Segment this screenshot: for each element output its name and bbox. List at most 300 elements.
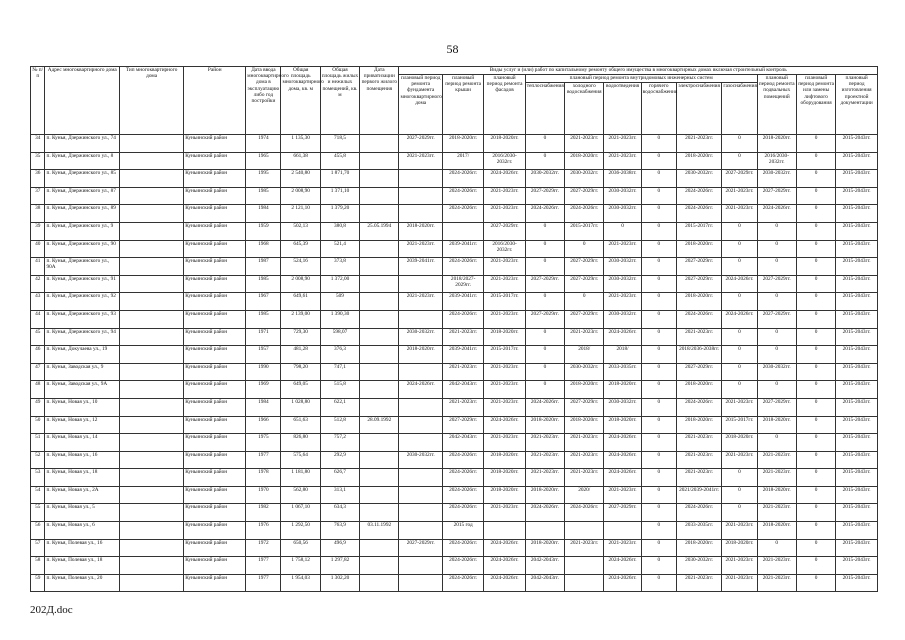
cell-al: 622,1 <box>320 398 359 416</box>
cell-cw: 2015-2017гг. <box>565 222 604 240</box>
cell-year: 1987 <box>246 258 281 276</box>
cell-year: 1985 <box>246 275 281 293</box>
cell-dist: Куньинский район <box>184 135 246 153</box>
col-docs: плановый период изготовления проектной документации <box>836 75 878 135</box>
cell-el: 2021/2039-2041гг. <box>676 486 722 504</box>
cell-fa: 2021-2023гг. <box>484 434 525 452</box>
col-elevator: плановый период ремонта или замены лифтового оборудования <box>796 75 835 135</box>
cell-n: 49 <box>31 398 45 416</box>
cell-addr: п. Кунья, Заводская ул., 9 <box>45 363 120 381</box>
cell-year: 1976 <box>246 522 281 540</box>
cell-dc: 2015-2043гг. <box>836 135 878 153</box>
cell-dist: Куньинский район <box>184 187 246 205</box>
cell-at: 2 540,80 <box>281 170 320 188</box>
cell-al: 512,8 <box>320 416 359 434</box>
cell-dist: Куньинский район <box>184 557 246 575</box>
cell-al: 1 371,10 <box>320 187 359 205</box>
cell-gs: 2021-2023гг. <box>722 205 757 223</box>
cell-fa: 2018-2020гг. <box>484 486 525 504</box>
cell-hw: 0 <box>641 187 676 205</box>
cell-dc: 2015-2043гг. <box>836 539 878 557</box>
cell-at: 2 121,10 <box>281 205 320 223</box>
col-group-systems: плановый период ремонта внутридомовых инженерных систем <box>525 75 757 83</box>
cell-at: 481,28 <box>281 346 320 364</box>
cell-addr: п. Кунья, Новая ул., 14 <box>45 434 120 452</box>
cell-fa: 2018-2020гг. <box>484 451 525 469</box>
cell-gs: 2024-2026гг. <box>722 310 757 328</box>
cell-lf: 0 <box>796 504 835 522</box>
cell-h: 2021-2023гг. <box>525 451 564 469</box>
cell-dist: Куньинский район <box>184 205 246 223</box>
cell-f <box>399 398 442 416</box>
cell-f <box>399 416 442 434</box>
cell-year: 1984 <box>246 398 281 416</box>
cell-sw: 2024-2026гг. <box>604 451 641 469</box>
col-facade: плановый период ремонта фасадов <box>484 75 525 135</box>
cell-hw: 0 <box>641 522 676 540</box>
cell-bs: 2021-2023гг. <box>757 557 796 575</box>
cell-sw: 2036-2038гг. <box>604 170 641 188</box>
cell-year: 1965 <box>246 152 281 170</box>
cell-al: 634,3 <box>320 504 359 522</box>
cell-r: 2018/2027-2029гг. <box>442 275 483 293</box>
cell-f <box>399 275 442 293</box>
cell-f <box>399 205 442 223</box>
cell-n: 48 <box>31 381 45 399</box>
cell-al: 718,5 <box>320 135 359 153</box>
cell-r: 2021-2023гг. <box>442 363 483 381</box>
cell-el: 2018-2020гг. <box>676 539 722 557</box>
col-foundation: плановый период ремонта фундамента многоквартирного дома <box>399 75 442 135</box>
cell-lf: 0 <box>796 135 835 153</box>
cell-year: 1971 <box>246 328 281 346</box>
cell-pd <box>360 434 399 452</box>
cell-r: 2024-2026гг. <box>442 539 483 557</box>
cell-dc: 2015-2043гг. <box>836 293 878 311</box>
cell-sw: 2030-2032гг. <box>604 275 641 293</box>
cell-at: 1 135,30 <box>281 135 320 153</box>
cell-hw: 0 <box>641 557 676 575</box>
cell-r: 2017/ <box>442 152 483 170</box>
cell-type <box>120 381 184 399</box>
cell-addr: п. Кунья, Дзержинского ул., 94 <box>45 328 120 346</box>
cell-year: 1977 <box>246 451 281 469</box>
col-num: № п/п <box>31 67 45 135</box>
cell-al: 1 297,82 <box>320 557 359 575</box>
cell-al: 763,9 <box>320 522 359 540</box>
cell-al: 292,9 <box>320 451 359 469</box>
cell-dist: Куньинский район <box>184 416 246 434</box>
cell-at: 649,05 <box>281 381 320 399</box>
cell-dc: 2015-2043гг. <box>836 486 878 504</box>
table-row <box>31 205 878 223</box>
cell-fa <box>484 522 525 540</box>
cell-fa: 2021-2023гг. <box>484 258 525 276</box>
cell-el: 2030-2032гг. <box>676 170 722 188</box>
cell-r: 2021-2023гг. <box>442 328 483 346</box>
cell-cw: 0 <box>565 240 604 258</box>
cell-f: 2027-2029гг. <box>399 135 442 153</box>
cell-n: 59 <box>31 574 45 592</box>
cell-at: 1 758,12 <box>281 557 320 575</box>
cell-at: 2 008,90 <box>281 187 320 205</box>
cell-n: 56 <box>31 522 45 540</box>
cell-fa: 2024-2026гг. <box>484 557 525 575</box>
cell-pd <box>360 187 399 205</box>
cell-r: 2039-2041гг. <box>442 346 483 364</box>
cell-lf: 0 <box>796 381 835 399</box>
cell-r: 2024-2026гг. <box>442 451 483 469</box>
col-electric: электроснабжения <box>676 83 722 135</box>
cell-h: 2018-2020гг. <box>525 539 564 557</box>
cell-el: 2018-2020гг. <box>676 381 722 399</box>
cell-lf: 0 <box>796 522 835 540</box>
cell-at: 798,20 <box>281 363 320 381</box>
cell-el: 2027-2029гг. <box>676 258 722 276</box>
cell-r: 2024-2026гг. <box>442 504 483 522</box>
cell-cw: 2021-2023гг. <box>565 469 604 487</box>
cell-h: 0 <box>525 240 564 258</box>
col-gas: газоснабжения <box>722 83 757 135</box>
cell-type <box>120 240 184 258</box>
cell-addr: п. Кунья, Дзержинского ул., 89 <box>45 205 120 223</box>
table-row <box>31 152 878 170</box>
cell-lf: 0 <box>796 346 835 364</box>
cell-type <box>120 398 184 416</box>
table-row <box>31 469 878 487</box>
cell-cw: 2018-2020гг. <box>565 152 604 170</box>
cell-type <box>120 504 184 522</box>
cell-f: 2039-2041гг. <box>399 258 442 276</box>
cell-lf: 0 <box>796 416 835 434</box>
cell-h: 0 <box>525 346 564 364</box>
cell-el: 2021-2023гг. <box>676 135 722 153</box>
cell-gs: 0 <box>722 381 757 399</box>
table-row <box>31 398 878 416</box>
cell-cw: 2018-2020гг. <box>565 381 604 399</box>
cell-type <box>120 469 184 487</box>
col-area-living: Общая площадь жилых и нежилых помещений, кв. м <box>320 67 359 135</box>
cell-fa: 2021-2023гг. <box>484 310 525 328</box>
cell-hw: 0 <box>641 346 676 364</box>
cell-bs: 2030-2032гг. <box>757 170 796 188</box>
cell-addr: п. Кунья, Дзержинского ул., 90 <box>45 240 120 258</box>
cell-dist: Куньинский район <box>184 328 246 346</box>
cell-sw: 2021-2023гг. <box>604 152 641 170</box>
cell-gs: 2018-2020гг. <box>722 539 757 557</box>
cell-pd <box>360 363 399 381</box>
cell-n: 36 <box>31 170 45 188</box>
cell-dc: 2015-2043гг. <box>836 557 878 575</box>
cell-el: 2024-2026гг. <box>676 205 722 223</box>
cell-f: 2021-2023гг. <box>399 152 442 170</box>
cell-dist: Куньинский район <box>184 170 246 188</box>
cell-lf: 0 <box>796 398 835 416</box>
cell-bs: 0 <box>757 539 796 557</box>
cell-el: 2021-2023гг. <box>676 451 722 469</box>
cell-cw: 2027-2029гг. <box>565 310 604 328</box>
cell-pd <box>360 205 399 223</box>
table-row <box>31 451 878 469</box>
cell-el: 2021-2023гг. <box>676 469 722 487</box>
cell-dc: 2015-2043гг. <box>836 240 878 258</box>
cell-h: 2027-2029гг. <box>525 310 564 328</box>
cell-dc: 2015-2043гг. <box>836 434 878 452</box>
cell-pd <box>360 152 399 170</box>
cell-sw: 2030-2032гг. <box>604 398 641 416</box>
cell-h: 2027-2029гг. <box>525 187 564 205</box>
cell-year: 1977 <box>246 557 281 575</box>
cell-gs: 0 <box>722 486 757 504</box>
cell-addr: п. Кунья, Дзержинского ул., 87 <box>45 187 120 205</box>
cell-fa: 2018-2020гг. <box>484 135 525 153</box>
cell-r: 2024-2026гг. <box>442 486 483 504</box>
col-group-works: Виды услуг и (или) работ по капитальному ремонту общего имущества в многоквартирных домах включая строительный контроль <box>399 67 878 75</box>
cell-addr: п. Кунья, Дзержинского ул., 93 <box>45 310 120 328</box>
table-row <box>31 258 878 276</box>
cell-dist: Куньинский район <box>184 240 246 258</box>
cell-gs: 2021-2023гг. <box>722 451 757 469</box>
cell-hw: 0 <box>641 434 676 452</box>
cell-al: 313,1 <box>320 486 359 504</box>
cell-dist: Куньинский район <box>184 469 246 487</box>
cell-addr: п. Кунья, Заводская ул., 9А <box>45 381 120 399</box>
cell-year: 1970 <box>246 486 281 504</box>
cell-hw: 0 <box>641 240 676 258</box>
cell-bs: 2021-2023гг. <box>757 451 796 469</box>
cell-type <box>120 328 184 346</box>
cell-n: 46 <box>31 346 45 364</box>
cell-pd <box>360 135 399 153</box>
cell-cw: 2021-2023гг. <box>565 451 604 469</box>
cell-hw: 0 <box>641 170 676 188</box>
cell-r: 2024-2026гг. <box>442 574 483 592</box>
cell-r: 2039-2041гг. <box>442 240 483 258</box>
cell-el: 2015-2017гг. <box>676 222 722 240</box>
repair-schedule-table <box>30 66 878 592</box>
cell-f <box>399 187 442 205</box>
cell-hw: 0 <box>641 469 676 487</box>
cell-type <box>120 222 184 240</box>
cell-bs: 2021-2023гг. <box>757 469 796 487</box>
cell-type <box>120 574 184 592</box>
cell-at: 729,30 <box>281 328 320 346</box>
cell-gs: 2024-2026гг. <box>722 275 757 293</box>
cell-sw: 2018-2020гг. <box>604 381 641 399</box>
cell-addr: п. Кунья, Дзержинского ул., 74 <box>45 135 120 153</box>
cell-year: 1967 <box>246 293 281 311</box>
cell-year: 1978 <box>246 469 281 487</box>
cell-addr: п. Кунья, Дзержинского ул., 9 <box>45 222 120 240</box>
cell-at: 2 008,90 <box>281 275 320 293</box>
table-row <box>31 416 878 434</box>
cell-sw <box>604 522 641 540</box>
cell-cw: 0 <box>565 293 604 311</box>
col-year: Дата ввода многоквартирного дома в эксплуатацию либо год постройки <box>246 67 281 135</box>
cell-f <box>399 469 442 487</box>
cell-f: 2027-2029гг. <box>399 539 442 557</box>
cell-dc: 2015-2043гг. <box>836 275 878 293</box>
cell-gs: 2027-2029гг. <box>722 170 757 188</box>
cell-n: 39 <box>31 222 45 240</box>
cell-f <box>399 486 442 504</box>
cell-year: 1959 <box>246 222 281 240</box>
cell-al: 747,1 <box>320 363 359 381</box>
cell-gs: 0 <box>722 504 757 522</box>
cell-bs: 2027-2029гг. <box>757 310 796 328</box>
cell-year: 1968 <box>246 240 281 258</box>
cell-dist: Куньинский район <box>184 310 246 328</box>
cell-year: 1985 <box>246 310 281 328</box>
cell-el: 2018-2020гг. <box>676 416 722 434</box>
cell-cw: 2021-2023гг. <box>565 539 604 557</box>
table-row <box>31 381 878 399</box>
cell-addr: п. Кунья, Новая ул., 18 <box>45 469 120 487</box>
cell-lf: 0 <box>796 170 835 188</box>
cell-cw: 2027-2029гг. <box>565 275 604 293</box>
table-row <box>31 557 878 575</box>
cell-cw: 2024-2026гг. <box>565 504 604 522</box>
cell-n: 52 <box>31 451 45 469</box>
cell-year: 1972 <box>246 539 281 557</box>
cell-al: 1 302,20 <box>320 574 359 592</box>
cell-at: 650,56 <box>281 539 320 557</box>
cell-r: 2042-2043гг. <box>442 434 483 452</box>
col-heat: теплоснабжения <box>525 83 564 135</box>
cell-h: 0 <box>525 152 564 170</box>
cell-hw: 0 <box>641 539 676 557</box>
cell-gs: 2021-2023гг. <box>722 522 757 540</box>
cell-type <box>120 205 184 223</box>
table-row <box>31 539 878 557</box>
cell-hw: 0 <box>641 328 676 346</box>
footer-filename: 202Д.doc <box>30 604 73 616</box>
cell-n: 40 <box>31 240 45 258</box>
cell-fa: 2021-2023гг. <box>484 381 525 399</box>
col-roof: плановый период ремонта крыши <box>442 75 483 135</box>
cell-lf: 0 <box>796 363 835 381</box>
cell-year: 1974 <box>246 135 281 153</box>
cell-bs: 2021-2023гг. <box>757 504 796 522</box>
col-priv-date: Дата приватизации первого жилого помещения <box>360 67 399 135</box>
cell-bs: 0 <box>757 258 796 276</box>
table-row <box>31 363 878 381</box>
cell-addr: п. Кунья, Дзержинского ул., 8 <box>45 152 120 170</box>
cell-dist: Куньинский район <box>184 258 246 276</box>
cell-h <box>525 522 564 540</box>
cell-year: 1957 <box>246 346 281 364</box>
cell-r: 2015 год <box>442 522 483 540</box>
cell-h: 2024-2026гг. <box>525 398 564 416</box>
cell-el: 2018/2036-2038гг. <box>676 346 722 364</box>
cell-year: 1995 <box>246 170 281 188</box>
table-row <box>31 346 878 364</box>
cell-fa: 2021-2023гг. <box>484 187 525 205</box>
table-row <box>31 187 878 205</box>
cell-h: 2027-2029гг. <box>525 275 564 293</box>
cell-r: 2021-2023гг. <box>442 398 483 416</box>
cell-sw: 2030-2032гг. <box>604 258 641 276</box>
cell-al: 1 379,20 <box>320 205 359 223</box>
cell-sw: 2030-2032гг. <box>604 310 641 328</box>
cell-gs: 0 <box>722 328 757 346</box>
cell-year: 1984 <box>246 205 281 223</box>
cell-at: 645,39 <box>281 240 320 258</box>
cell-h: 0 <box>525 222 564 240</box>
cell-al: 626,7 <box>320 469 359 487</box>
cell-n: 43 <box>31 293 45 311</box>
cell-cw <box>565 557 604 575</box>
cell-addr: п. Кунья, Новая ул., 5 <box>45 504 120 522</box>
cell-bs: 0 <box>757 434 796 452</box>
cell-h: 2021-2023гг. <box>525 469 564 487</box>
cell-sw: 2024-2026гг. <box>604 557 641 575</box>
cell-fa: 2016/2030-2032гг. <box>484 240 525 258</box>
cell-n: 57 <box>31 539 45 557</box>
cell-h: 2042-2043гг. <box>525 557 564 575</box>
cell-sw: 2021-2023гг. <box>604 539 641 557</box>
cell-al: 521,4 <box>320 240 359 258</box>
cell-hw: 0 <box>641 310 676 328</box>
cell-hw: 0 <box>641 486 676 504</box>
cell-gs: 0 <box>722 363 757 381</box>
cell-at: 1 181,80 <box>281 469 320 487</box>
cell-lf: 0 <box>796 275 835 293</box>
cell-gs: 0 <box>722 240 757 258</box>
cell-el: 2018-2020гг. <box>676 152 722 170</box>
cell-n: 51 <box>31 434 45 452</box>
cell-year: 1977 <box>246 574 281 592</box>
cell-n: 50 <box>31 416 45 434</box>
cell-f <box>399 170 442 188</box>
cell-dist: Куньинский район <box>184 222 246 240</box>
cell-sw: 2024-2026гг. <box>604 434 641 452</box>
cell-dist: Куньинский район <box>184 434 246 452</box>
cell-bs: 2027-2029гг. <box>757 398 796 416</box>
cell-al: 376,3 <box>320 346 359 364</box>
cell-addr: п. Кунья, Дзержинского ул., 85 <box>45 170 120 188</box>
cell-n: 53 <box>31 469 45 487</box>
cell-dist: Куньинский район <box>184 451 246 469</box>
cell-gs: 0 <box>722 469 757 487</box>
cell-lf: 0 <box>796 310 835 328</box>
cell-n: 54 <box>31 486 45 504</box>
table-row <box>31 522 878 540</box>
cell-type <box>120 451 184 469</box>
cell-lf: 0 <box>796 557 835 575</box>
cell-type <box>120 310 184 328</box>
cell-fa: 2021-2023гг. <box>484 205 525 223</box>
cell-hw: 0 <box>641 275 676 293</box>
cell-n: 55 <box>31 504 45 522</box>
cell-el: 2021-2023гг. <box>676 328 722 346</box>
cell-year: 1969 <box>246 381 281 399</box>
cell-pd: 28.09.1992 <box>360 416 399 434</box>
cell-n: 38 <box>31 205 45 223</box>
cell-dc: 2015-2043гг. <box>836 398 878 416</box>
cell-gs: 2021-2023гг. <box>722 574 757 592</box>
cell-hw: 0 <box>641 416 676 434</box>
cell-gs: 0 <box>722 346 757 364</box>
cell-hw: 0 <box>641 381 676 399</box>
cell-r: 2042-2043гг. <box>442 381 483 399</box>
cell-dc: 2015-2043гг. <box>836 504 878 522</box>
cell-addr: п. Кунья, Новая ул., 10 <box>45 398 120 416</box>
cell-h: 0 <box>525 135 564 153</box>
cell-r: 2039-2041гг. <box>442 293 483 311</box>
cell-addr: п. Кунья, Новая ул., 16 <box>45 451 120 469</box>
cell-bs: 0 <box>757 328 796 346</box>
